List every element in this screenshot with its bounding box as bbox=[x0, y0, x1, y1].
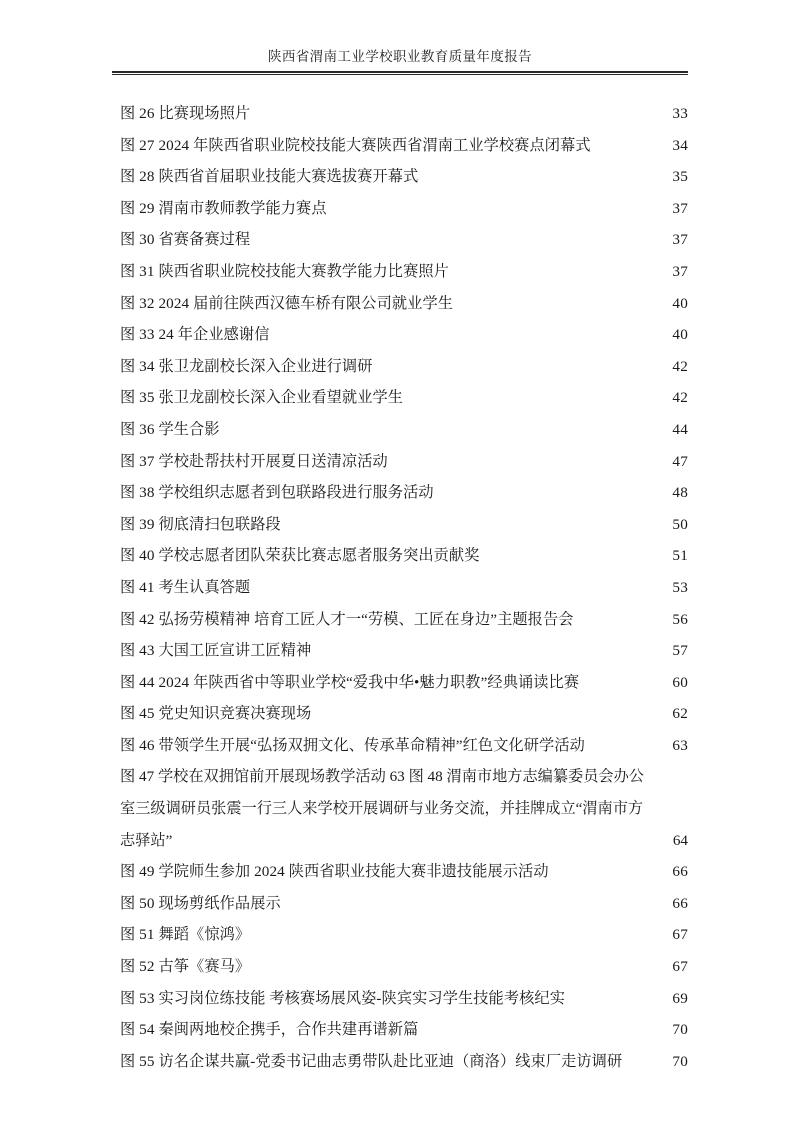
toc-page-number: 66 bbox=[672, 894, 688, 912]
toc-entry[interactable] bbox=[120, 635, 688, 667]
toc-entry-label: 图 42 弘扬劳模精神 培育工匠人才一“劳模、工匠在身边”主题报告会 bbox=[120, 610, 574, 628]
toc-entry-label: 图 40 学校志愿者团队荣获比赛志愿者服务突出贡献奖 bbox=[120, 547, 480, 565]
toc-entry-label: 图 34 张卫龙副校长深入企业进行调研 bbox=[120, 357, 373, 375]
toc-entry-label: 图 37 学校赴帮扶村开展夏日送清凉活动 bbox=[120, 452, 388, 470]
toc-leader-dots bbox=[282, 514, 673, 529]
toc-page-number: 37 bbox=[672, 262, 688, 280]
toc-leader-dots bbox=[221, 419, 673, 434]
toc-entry-label: 图 28 陕西省首届职业技能大赛选拔赛开幕式 bbox=[120, 168, 419, 186]
toc-entry-line: 室三级调研员张震一行三人来学校开展调研与业务交流，并挂牌成立“渭南市方 bbox=[120, 800, 644, 818]
toc-page-number: 57 bbox=[672, 642, 688, 660]
toc-entry-line-last bbox=[120, 825, 688, 857]
toc-page-number: 48 bbox=[672, 484, 688, 502]
toc-entry[interactable] bbox=[120, 983, 688, 1015]
toc-entry[interactable] bbox=[120, 951, 688, 983]
toc-page-number: 53 bbox=[672, 578, 688, 596]
header-rule-thick bbox=[112, 71, 688, 73]
toc-entry-label: 图 51 舞蹈《惊鸿》 bbox=[120, 926, 251, 944]
toc-page-number: 42 bbox=[672, 389, 688, 407]
toc-page-number: 40 bbox=[672, 294, 688, 312]
toc-page-number: 64 bbox=[672, 831, 688, 849]
toc-page-number: 40 bbox=[672, 326, 688, 344]
toc-entry-label: 图 44 2024 年陕西省中等职业学校“爱我中华•魅力职教”经典诵读比赛 bbox=[120, 673, 580, 691]
toc-entry-multiline[interactable] bbox=[120, 761, 688, 856]
toc-leader-dots bbox=[623, 1051, 671, 1066]
toc-entry-label: 图 32 2024 届前往陕西汉德车桥有限公司就业学生 bbox=[120, 294, 454, 312]
toc-page-number: 37 bbox=[672, 231, 688, 249]
toc-leader-dots bbox=[435, 482, 669, 497]
toc-entry[interactable] bbox=[120, 98, 688, 130]
toc-entry[interactable] bbox=[120, 382, 688, 414]
toc-leader-dots bbox=[580, 672, 668, 687]
toc-leader-dots bbox=[251, 924, 672, 939]
toc-entry[interactable] bbox=[120, 414, 688, 446]
header-title: 陕西省渭南工业学校职业教育质量年度报告 bbox=[267, 49, 533, 64]
toc-leader-dots bbox=[251, 956, 672, 971]
toc-entry[interactable] bbox=[120, 730, 688, 762]
toc-leader-dots bbox=[481, 545, 669, 560]
toc-leader-dots bbox=[282, 893, 673, 908]
toc-leader-dots bbox=[328, 198, 673, 213]
toc-entry[interactable] bbox=[120, 319, 688, 351]
toc-entry-label: 图 53 实习岗位练技能 考核赛场展风姿-陕宾实习学生技能考核纪实 bbox=[120, 989, 565, 1007]
toc-entry-label: 图 31 陕西省职业院校技能大赛教学能力比赛照片 bbox=[120, 262, 449, 280]
toc-entry-label: 志驿站” bbox=[120, 831, 173, 849]
toc-entry-label: 图 46 带领学生开展“弘扬双拥文化、传承革命精神”红色文化研学活动 bbox=[120, 736, 585, 754]
toc-page-number: 66 bbox=[672, 863, 688, 881]
toc-page-number: 69 bbox=[672, 989, 688, 1007]
toc-entry-label: 图 36 学生合影 bbox=[120, 420, 220, 438]
header-rule bbox=[112, 71, 688, 76]
header-rule-thin bbox=[112, 74, 688, 75]
toc-entry[interactable] bbox=[120, 256, 688, 288]
toc-entry-label: 图 41 考生认真答题 bbox=[120, 578, 251, 596]
toc-entry-label: 图 49 学院师生参加 2024 陕西省职业技能大赛非遗技能展示活动 bbox=[120, 863, 549, 881]
toc-page-number: 33 bbox=[672, 105, 688, 122]
toc-entry-label: 图 45 党史知识竞赛决赛现场 bbox=[120, 705, 312, 723]
toc-leader-dots bbox=[419, 166, 668, 181]
toc-leader-dots bbox=[575, 608, 669, 623]
toc-page-number: 63 bbox=[672, 736, 688, 754]
toc-leader-dots bbox=[454, 292, 672, 307]
toc-entry-line: 图 47 学校在双拥馆前开展现场教学活动 63 图 48 渭南市地方志编纂委员会办公 bbox=[120, 768, 644, 786]
toc-entry[interactable] bbox=[120, 667, 688, 699]
toc-leader-dots bbox=[312, 640, 672, 655]
toc-page-number: 67 bbox=[672, 958, 688, 976]
toc-page-number: 56 bbox=[672, 610, 688, 628]
toc-entry[interactable] bbox=[120, 919, 688, 951]
toc-page-number: 34 bbox=[672, 136, 688, 154]
toc-entry-label: 图 33 24 年企业感谢信 bbox=[120, 326, 270, 344]
toc-entry-label: 图 54 秦闽两地校企携手，合作共建再谱新篇 bbox=[120, 1021, 419, 1039]
toc-entry[interactable] bbox=[120, 224, 688, 256]
toc-entry[interactable] bbox=[120, 856, 688, 888]
toc-leader-dots bbox=[270, 324, 668, 339]
toc-entry[interactable] bbox=[120, 604, 688, 636]
toc-entry-label: 图 26 比赛现场照片 bbox=[120, 105, 251, 122]
toc-entry[interactable] bbox=[120, 540, 688, 572]
toc-leader-dots bbox=[404, 387, 672, 402]
toc-entry-label: 图 55 访名企谋共赢-党委书记曲志勇带队赴比亚迪（商洛）线束厂走访调研 bbox=[120, 1052, 623, 1070]
toc-entry-label: 图 52 古筝《赛马》 bbox=[120, 958, 251, 976]
toc-entry-label: 图 39 彻底清扫包联路段 bbox=[120, 515, 281, 533]
toc-leader-dots bbox=[566, 987, 668, 1002]
toc-page-number: 70 bbox=[672, 1021, 688, 1039]
toc-leader-dots bbox=[312, 703, 672, 718]
toc-entry[interactable] bbox=[120, 572, 688, 604]
toc-entry[interactable] bbox=[120, 130, 688, 162]
toc-entry[interactable] bbox=[120, 698, 688, 730]
toc-leader-dots bbox=[251, 229, 672, 244]
toc-leader-dots bbox=[374, 356, 673, 371]
toc-page-number: 62 bbox=[672, 705, 688, 723]
toc-page-number: 60 bbox=[672, 673, 688, 691]
toc-leader-dots bbox=[450, 261, 668, 276]
toc-page-number: 50 bbox=[672, 515, 688, 533]
toc-leader-dots bbox=[419, 1019, 668, 1034]
toc-entry-label: 图 35 张卫龙副校长深入企业看望就业学生 bbox=[120, 389, 404, 407]
toc-entry-label: 图 27 2024 年陕西省职业院校技能大赛陕西省渭南工业学校赛点闭幕式 bbox=[120, 136, 591, 154]
toc-leader-dots bbox=[586, 735, 672, 750]
toc-entry[interactable] bbox=[120, 888, 688, 920]
toc-page-number: 67 bbox=[672, 926, 688, 944]
toc-entry[interactable] bbox=[120, 351, 688, 383]
toc-entry[interactable] bbox=[120, 1014, 688, 1046]
toc-entry[interactable] bbox=[120, 288, 688, 320]
toc-page-number: 51 bbox=[672, 547, 688, 565]
toc-leader-dots bbox=[592, 134, 669, 149]
table-of-figures bbox=[120, 98, 688, 1077]
toc-entry[interactable] bbox=[120, 1046, 688, 1078]
toc-leader-dots bbox=[550, 861, 669, 876]
toc-leader-dots bbox=[176, 829, 666, 844]
toc-page-number: 44 bbox=[672, 420, 688, 438]
toc-entry[interactable] bbox=[120, 446, 688, 478]
toc-entry-label: 图 30 省赛备赛过程 bbox=[120, 231, 251, 249]
toc-page-number: 42 bbox=[672, 357, 688, 375]
toc-entry-label: 图 29 渭南市教师教学能力赛点 bbox=[120, 199, 327, 217]
toc-page-number: 70 bbox=[672, 1052, 688, 1070]
toc-page-number: 47 bbox=[672, 452, 688, 470]
toc-entry[interactable] bbox=[120, 193, 688, 225]
toc-leader-dots bbox=[251, 577, 672, 592]
toc-entry[interactable] bbox=[120, 477, 688, 509]
toc-leader-dots bbox=[389, 450, 669, 465]
running-header bbox=[112, 48, 688, 76]
toc-leader-dots bbox=[251, 103, 672, 118]
toc-page-number: 35 bbox=[672, 168, 688, 186]
toc-entry[interactable] bbox=[120, 161, 688, 193]
toc-page-number: 37 bbox=[672, 199, 688, 217]
toc-entry-label: 图 38 学校组织志愿者到包联路段进行服务活动 bbox=[120, 484, 434, 502]
toc-entry-label: 图 50 现场剪纸作品展示 bbox=[120, 894, 281, 912]
toc-entry[interactable] bbox=[120, 509, 688, 541]
toc-entry-label: 图 43 大国工匠宣讲工匠精神 bbox=[120, 642, 312, 660]
